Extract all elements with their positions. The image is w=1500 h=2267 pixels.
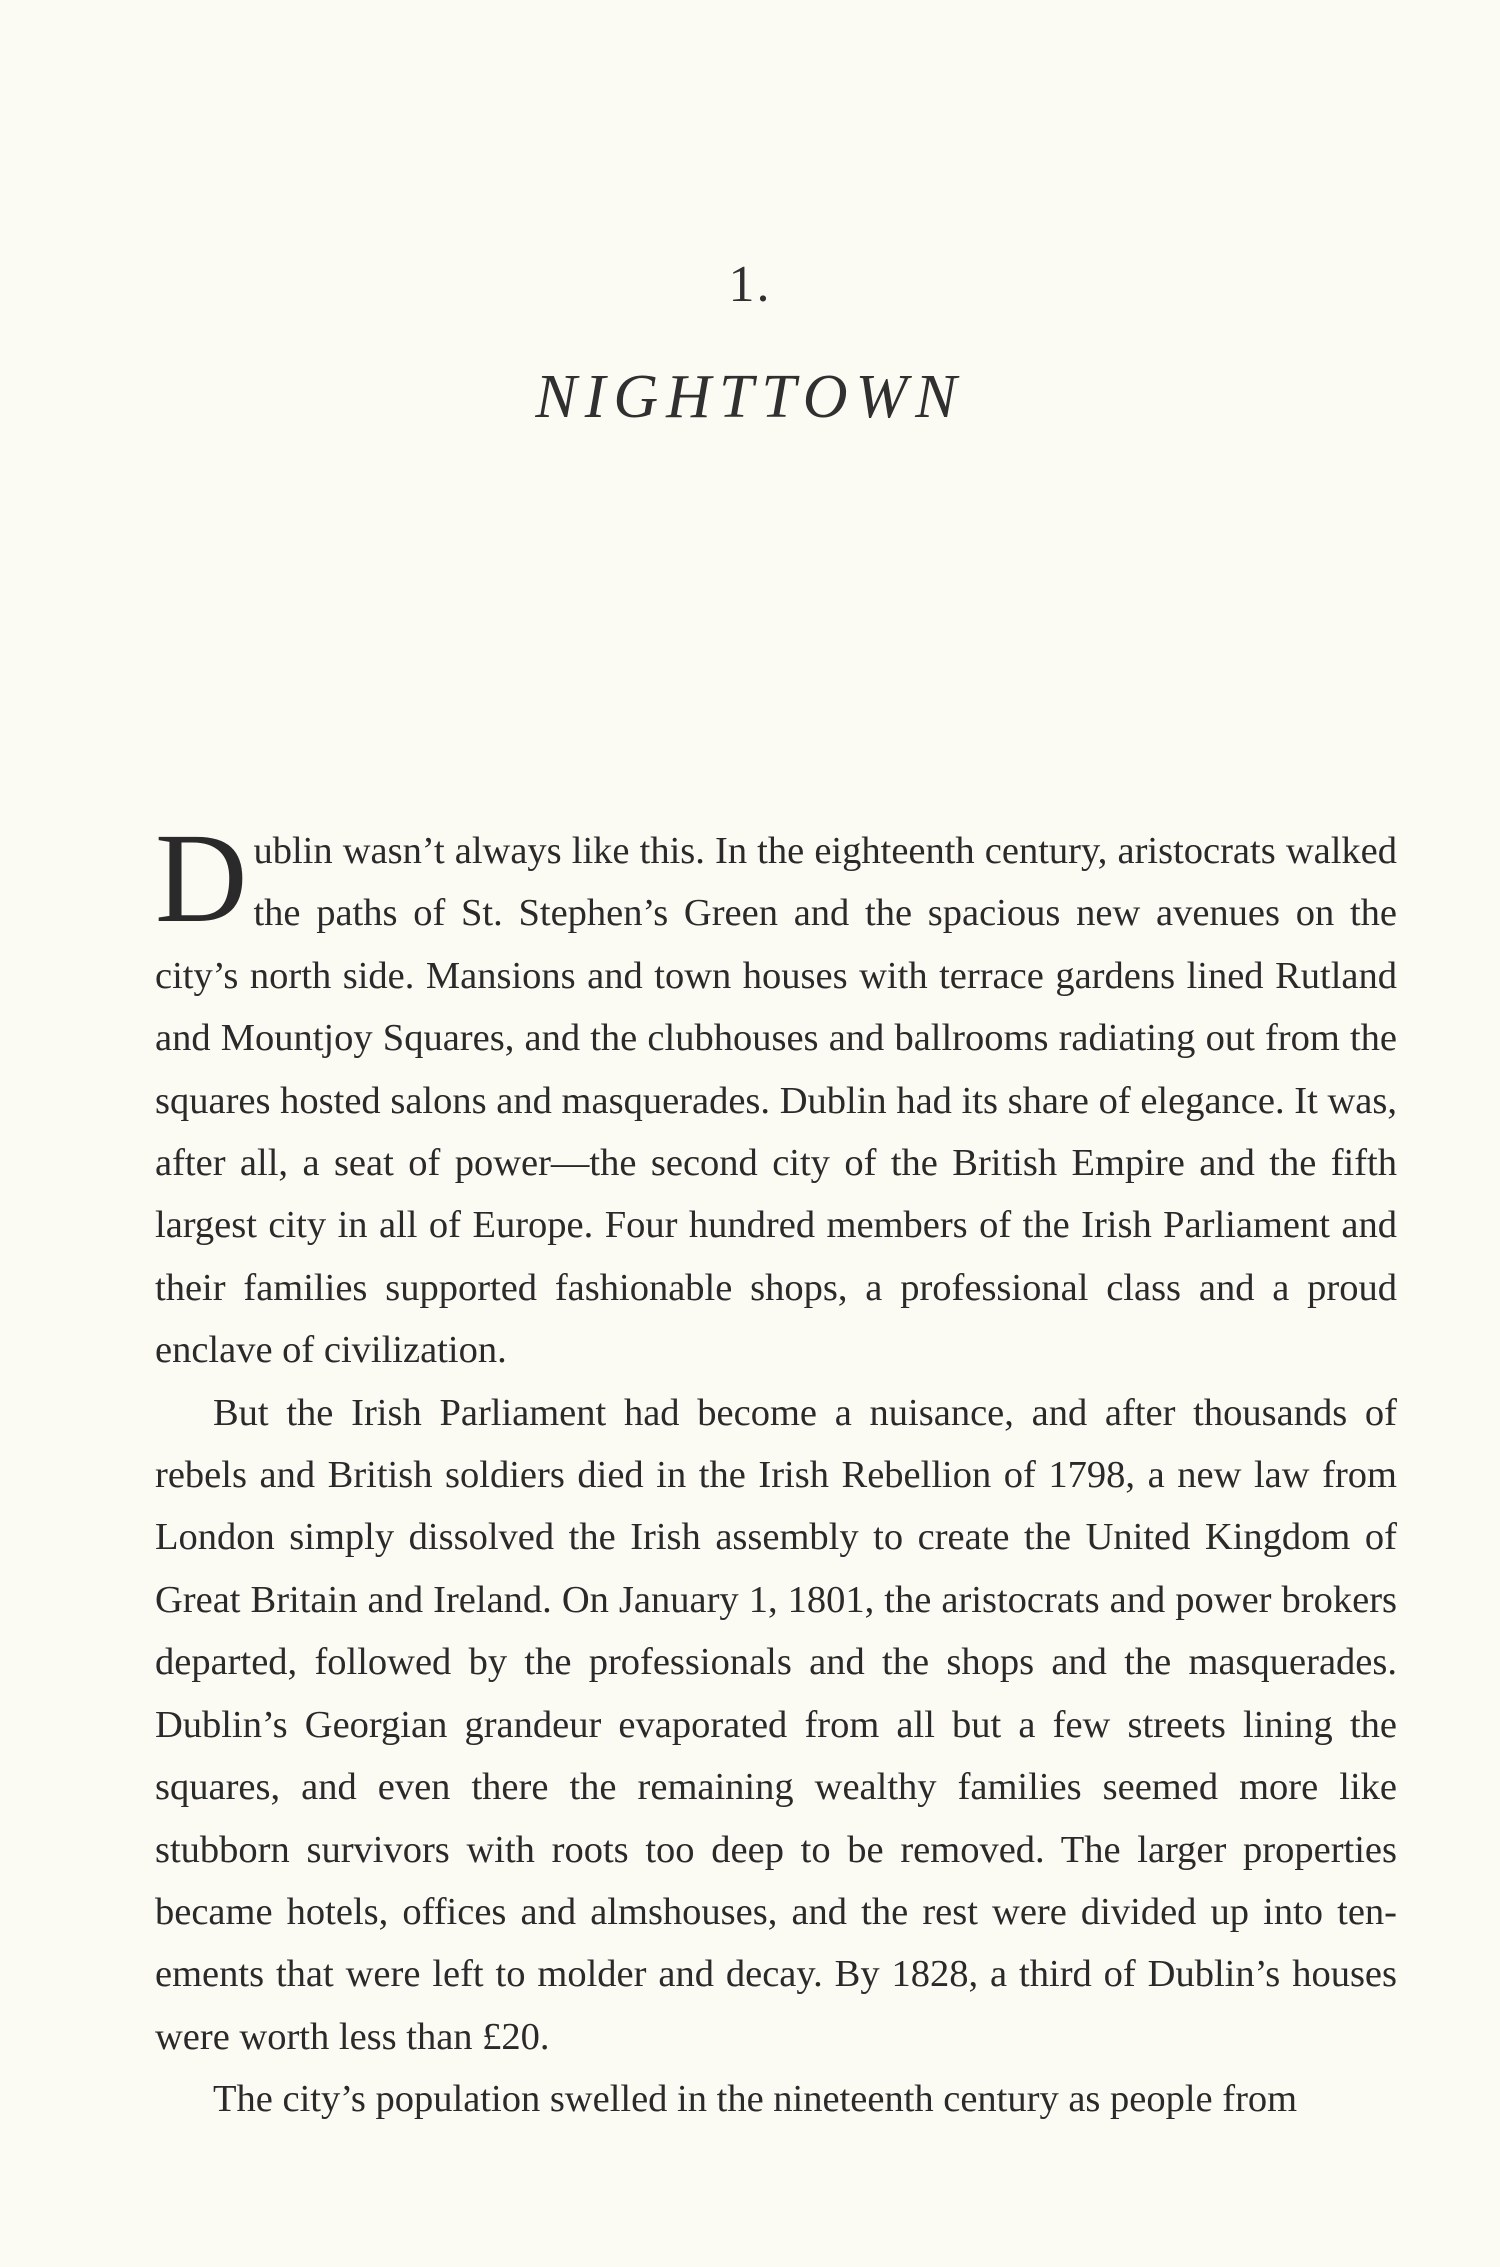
chapter-body (155, 807, 1397, 2131)
chapter-title: NIGHTTOWN (535, 363, 965, 431)
chapter-number: 1. (728, 256, 772, 313)
paragraph-3: The city’s population swelled in the nineteenth century as people from (213, 2078, 1298, 2121)
paragraph-1 (155, 807, 1397, 1382)
drop-cap: D (155, 807, 248, 949)
paragraph-1-text: ublin wasn’t always like this. In the eighteenth century, aristocrats walked the paths of St. Stephen’s Green and the spacious new avenues on the city’s north side. Mansions and town houses with terrace gardens lined Rutland and Mountjoy Squares, and the clubhouses and ballrooms radiating out from the squares hosted salons and masquerades. Dublin had its share of elegance. It was, after all, a seat of power—the second city of the British Empire and the fifth largest city in all of Europe. Four hundred members of the Irish Parliament and their families supported fashionable shops, a professional class and a proud enclave of civilization. (155, 830, 1397, 1372)
paragraph-2: But the Irish Parliament had become a nuisance, and after thousands of rebels and British soldiers died in the Irish Rebellion of 1798, a new law from London simply dissolved the Irish assembly to create the United Kingdom of Great Britain and Ireland. On January 1, 1801, the aristocrats and power brokers departed, followed by the professionals and the shops and the masquerades. Dublin’s Georgian grandeur evaporated from all but a few streets lining the squares, and even there the remaining wealthy families seemed more like stubborn survivors with roots too deep to be removed. The larger properties became hotels, offices and almshouses, and the rest were divided up into tenements that were left to molder and decay. By 1828, a third of Dublin’s houses were worth less than £20. (155, 1391, 1397, 2058)
